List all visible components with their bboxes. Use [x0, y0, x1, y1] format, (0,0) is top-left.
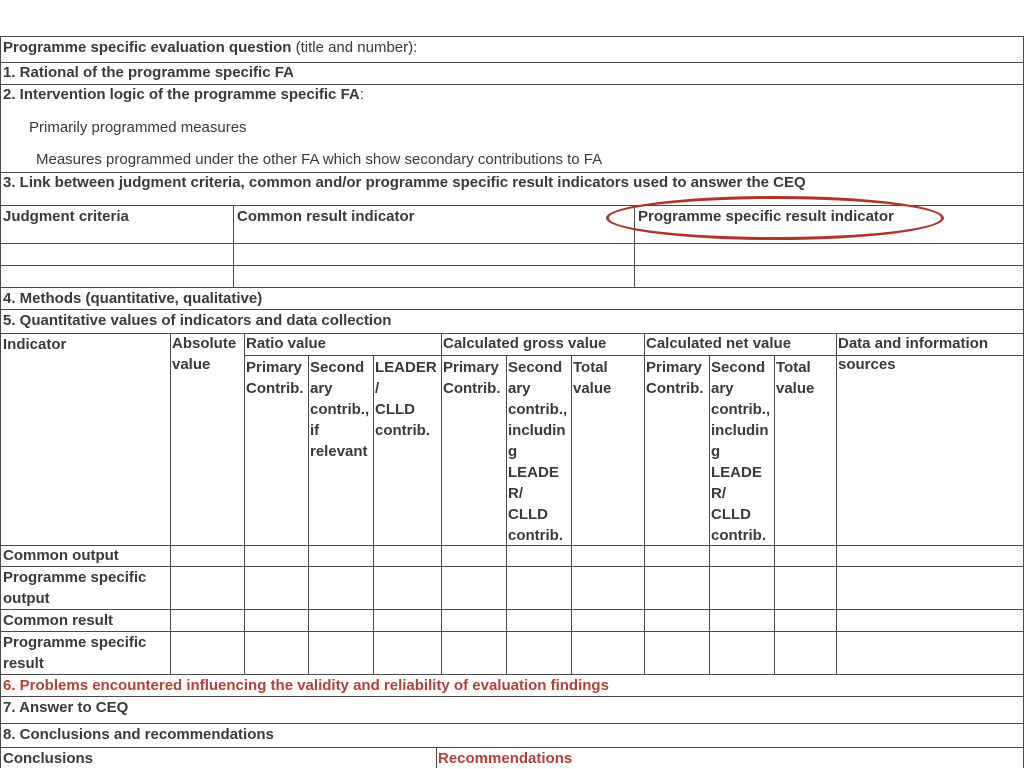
common-result-indicator-header: Common result indicator [237, 208, 415, 225]
row-common-output: Common output [3, 547, 119, 564]
gross-secondary-contrib-header: Second ary contrib., includin g LEADE R/ CLLD contrib. [508, 359, 568, 544]
col-divider [308, 355, 309, 674]
indicator-header: Indicator [3, 336, 67, 353]
gross-value-header: Calculated gross value [443, 335, 607, 352]
section-6-heading: 6. Problems encountered influencing the validity and reliability of evaluation findings [3, 677, 609, 694]
evaluation-question-title: Programme specific evaluation question (title and number): [3, 39, 418, 56]
section-7-heading: 7. Answer to CEQ [3, 699, 129, 716]
col-divider [436, 747, 437, 768]
row-programme-specific-output: Programme specific output [3, 569, 147, 607]
section-3-heading: 3. Link between judgment criteria, common and/or programme specific result indicators used to answer the CEQ [3, 174, 806, 191]
section-8-heading: 8. Conclusions and recommendations [3, 726, 274, 743]
col-divider [836, 333, 837, 674]
col-divider [709, 355, 710, 674]
section-1-heading: 1. Rational of the programme specific FA [3, 64, 294, 81]
net-total-value-header: Total value [776, 359, 815, 397]
conclusions-header: Conclusions [3, 750, 94, 767]
col-divider [644, 333, 645, 674]
gross-primary-contrib-header: Primary Contrib. [443, 359, 501, 397]
programme-specific-result-indicator-header: Programme specific result indicator [638, 208, 894, 225]
net-primary-contrib-header: Primary Contrib. [646, 359, 704, 397]
section-2-heading: 2. Intervention logic of the programme specific FA: [3, 86, 364, 103]
row-divider [0, 696, 1024, 697]
col-divider [244, 333, 245, 674]
net-value-header: Calculated net value [646, 335, 792, 352]
recommendations-header: Recommendations [438, 750, 573, 767]
col-divider [441, 333, 442, 674]
row-divider [0, 265, 1024, 266]
col-divider [373, 355, 374, 674]
secondary-measures-text: Measures programmed under the other FA which show secondary contributions to FA [36, 151, 603, 168]
absolute-value-header: Absolute value [172, 335, 237, 373]
col-divider [506, 355, 507, 674]
section-4-heading: 4. Methods (quantitative, qualitative) [3, 290, 263, 307]
gross-total-value-header: Total value [573, 359, 612, 397]
row-programme-specific-result: Programme specific result [3, 634, 147, 672]
ratio-secondary-contrib-header: Second ary contrib., if relevant [310, 359, 370, 460]
ratio-value-header: Ratio value [246, 335, 327, 352]
row-divider [0, 609, 1024, 610]
col-divider [233, 205, 234, 287]
judgment-criteria-header: Judgment criteria [3, 208, 129, 225]
ratio-primary-contrib-header: Primary Contrib. [246, 359, 304, 397]
net-secondary-contrib-header: Second ary contrib., includin g LEADE R/ CLLD contrib. [711, 359, 771, 544]
row-common-result: Common result [3, 612, 114, 629]
col-divider [571, 355, 572, 674]
row-divider [0, 243, 1024, 244]
section-5-heading: 5. Quantitative values of indicators and data collection [3, 312, 392, 329]
highlight-ellipse [606, 196, 944, 240]
ratio-leader-clld-header: LEADER / CLLD contrib. [375, 359, 437, 439]
col-divider [170, 333, 171, 674]
data-sources-header: Data and information sources [838, 335, 989, 373]
col-divider [774, 355, 775, 674]
table-border-left [0, 36, 1, 768]
primary-measures-text: Primarily programmed measures [29, 119, 247, 136]
